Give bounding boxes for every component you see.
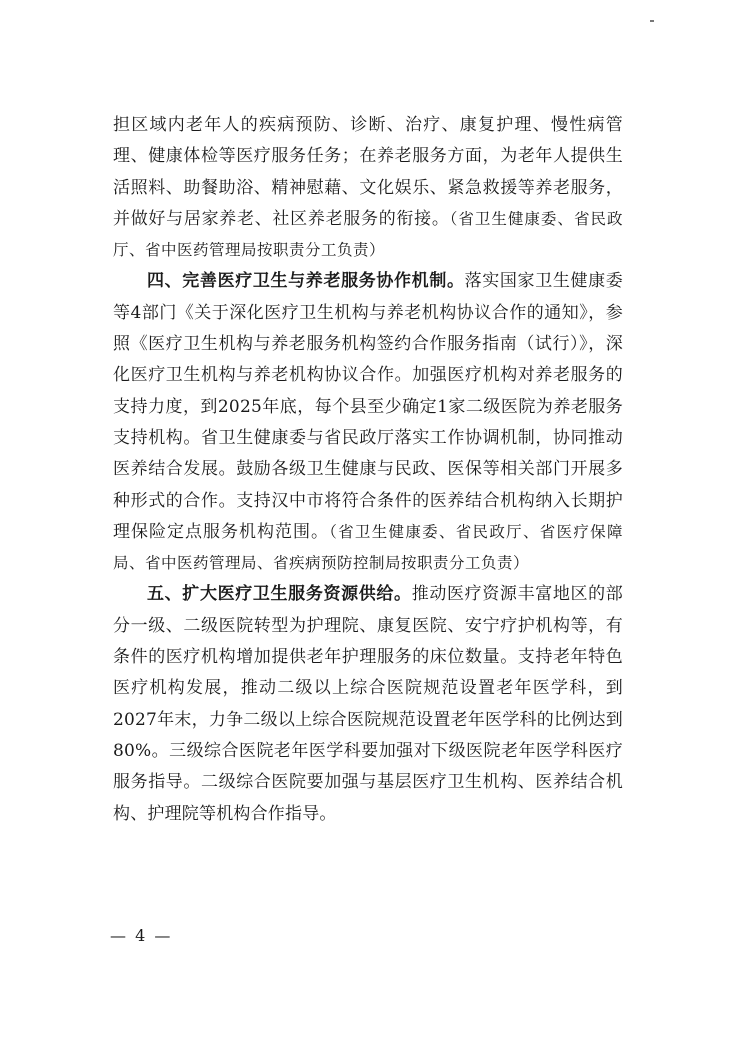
responsibility-note: （省卫生健康委、省民政厅、省中医药管理局按职责分工负责） <box>113 209 623 260</box>
paragraph-section-5 <box>113 579 623 829</box>
document-body <box>113 110 623 830</box>
paragraph-continuation <box>113 110 623 266</box>
section-heading: 五、扩大医疗卫生服务资源供给。 <box>147 584 412 605</box>
paragraph-body: 担区域内老年人的疾病预防、诊断、治疗、康复护理、慢性病管理、健康体检等医疗服务任务；在养老服务方面，为老年人提供生活照料、助餐助浴、精神慰藉、文化娱乐、紧急救援等养老服务，并做好与居家养老、社区养老服务的衔接。 <box>113 115 623 229</box>
paragraph-section-4 <box>113 266 623 579</box>
responsibility-note: （省卫生健康委、省民政厅、省医疗保障局、省中医药管理局、省疾病预防控制局按职责分工负责） <box>113 522 623 573</box>
section-heading: 四、完善医疗卫生与养老服务协作机制。 <box>147 271 465 292</box>
scan-speck <box>650 20 654 22</box>
paragraph-body: 落实国家卫生健康委等4部门《关于深化医疗卫生机构与养老机构协议合作的通知》，参照《医疗卫生机构与养老服务机构签约合作服务指南（试行）》，深化医疗卫生机构与养老机构协议合作。加强医疗机构对养老服务的支持力度，到2025年底，每个县至少确定1家二级医院为养老服务支持机构。省卫生健康委与省民政厅落实工作协调机制，协同推动医养结合发展。鼓励各级卫生健康与民政、医保等相关部门开展多种形式的合作。支持汉中市将符合条件的医养结合机构纳入长期护理保险定点服务机构范围。 <box>113 271 623 542</box>
page-number: — 4 — <box>110 926 173 945</box>
paragraph-body: 推动医疗资源丰富地区的部分一级、二级医院转型为护理院、康复医院、安宁疗护机构等，有条件的医疗机构增加提供老年护理服务的床位数量。支持老年特色医疗机构发展，推动二级以上综合医院规范设置老年医学科，到2027年末，力争二级以上综合医院规范设置老年医学科的比例达到80%。三级综合医院老年医学科要加强对下级医院老年医学科医疗服务指导。二级综合医院要加强与基层医疗卫生机构、医养结合机构、护理院等机构合作指导。 <box>113 584 624 824</box>
